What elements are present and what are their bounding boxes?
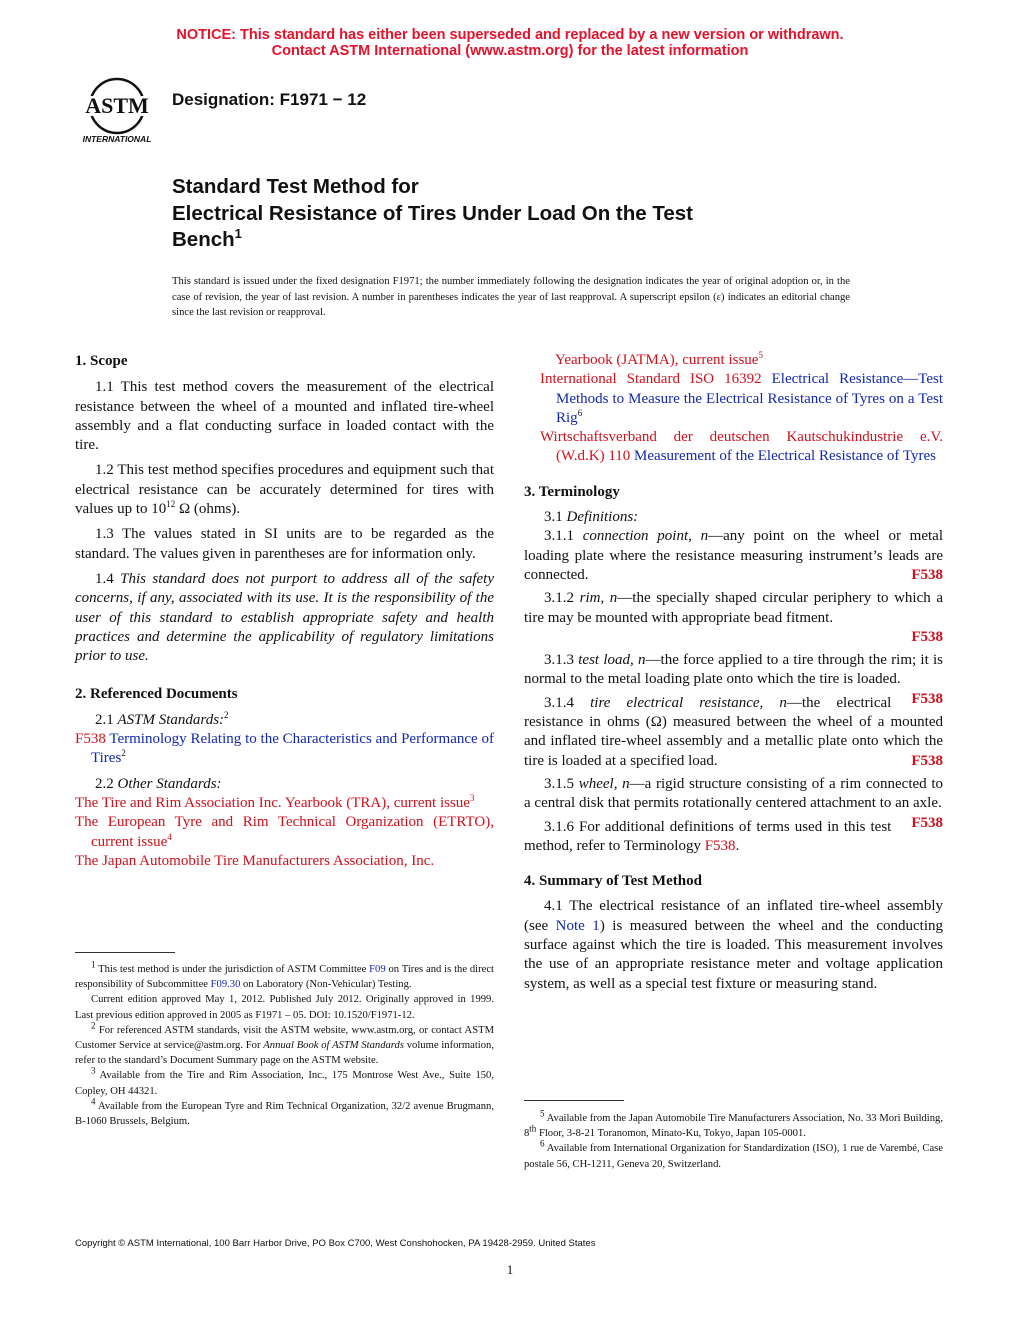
footnote-rule-right: [524, 1100, 624, 1101]
left-column: [75, 352, 494, 871]
ref-f538: F538 Terminology Relating to the Characteristics and Performance of Tires$^2$: [75, 731, 494, 767]
title-line-2: Electrical Resistance of Tires Under Load On the Test: [172, 201, 694, 225]
link-f09-30[interactable]: F09.30: [210, 979, 241, 991]
footnote-3: $^3$ Available from the Tire and Rim Association, Inc., 175 Montrose West Ave., Suite 150, Copley, OH 44321.: [75, 1065, 494, 1097]
page-number: 1: [506, 1262, 514, 1277]
ref-wdk: [540, 428, 943, 467]
link-note-1[interactable]: Note 1: [555, 917, 600, 934]
section-summary-heading: 4. Summary of Test Method: [524, 873, 702, 890]
footnote-4: $^4$ Available from the European Tyre and Rim Technical Organization, 32/2 avenue Brugmann, B-1060 Brussels, Belgium.: [75, 1096, 494, 1128]
astm-logo: [72, 76, 162, 146]
notice-line-2: Contact ASTM International (www.astm.org) for the latest information: [271, 43, 749, 59]
scope-1-3: 1.3 The values stated in SI units are to be regarded as the standard. The values given in parentheses are for information only.: [75, 526, 494, 562]
link-f538-title[interactable]: Terminology Relating to the Characteristics and Performance of Tires: [91, 731, 494, 767]
link-wdk-110[interactable]: Wirtschaftsverband der deutschen Kautschukindustrie e.V. (W.d.K) 110: [540, 429, 943, 465]
scope-1-2: 1.2 This test method specifies procedures and equipment such that electrical resistance can be accurately determined for tires with values up to $10^{12}$ Ω (ohms).: [75, 462, 494, 518]
footnote-2: $^2$ For referenced ASTM standards, visit the ASTM website, www.astm.org, or contact ASTM Customer Service at service@astm.org. For Annual Book of ASTM Standards volume information, refer to the standard’s Document Summary page on the ASTM website.: [75, 1020, 494, 1067]
link-iso-title[interactable]: Electrical Resistance—Test Methods to Measure the Electrical Resistance of Tyres on a Test Rig: [556, 371, 944, 426]
footnote-1-edition: Current edition approved May 1, 2012. Published July 2012. Originally approved in 1999. Last previous edition approved in 2005 as F1971 – 05. DOI: 10.1520/F1971-12.: [75, 994, 494, 1021]
section-refdocs-heading: 2. Referenced Documents: [75, 686, 238, 703]
ref-tra[interactable]: The Tire and Rim Association Inc. Yearbook (TRA), current issue$^3$: [75, 792, 475, 811]
definition-connection-point: 3.1.1 connection point, n—any point on the wheel or metal loading plate where the resistance measuring instrument’s leads are connected. F538: [524, 527, 943, 585]
footnote-rule-left: [75, 952, 175, 953]
footnote-5: $^5$ Available from the Japan Automobile Tire Manufacturers Association, No. 33 Mori Building, 8th Floor, 3-8-21 Toranomon, Minato-Ku, Tokyo, Japan 105-0001.: [524, 1108, 943, 1140]
link-terminology-f538[interactable]: F538: [704, 837, 736, 854]
terminology-3-1-6: 3.1.6 For additional definitions of terms used in this test method, refer to Terminology F538.: [524, 818, 892, 854]
designation: Designation: F1971 − 12: [172, 90, 367, 109]
scope-1-1: 1.1 This test method covers the measurement of the electrical resistance between the wheel of a mounted and inflated tire-wheel assembly and a flat conducting surface in loaded contact with the tire.: [75, 379, 494, 454]
ref-jatma-part-2[interactable]: Yearbook (JATMA), current issue$^5$: [555, 350, 763, 368]
link-iso-16392[interactable]: International Standard ISO 16392: [540, 371, 762, 388]
logo-text: ASTM: [85, 93, 149, 118]
definition-rim: 3.1.2 rim, n—the specially shaped circular periphery to which a tire may be mounted with appropriate bead fitment. F538: [524, 589, 943, 628]
definition-test-load: 3.1.3 test load, n—the force applied to a tire through the rim; it is normal to the metal loading plate onto which the tire is loaded. F538: [524, 651, 943, 690]
logo-subtext: INTERNATIONAL: [82, 134, 152, 144]
footnote-1: $^1$ This test method is under the jurisdiction of ASTM Committee F09 on Tires and is the direct responsibility of Subcommittee F09.30 on Laboratory (Non-Vehicular) Testing.: [75, 959, 494, 991]
footnote-6: $^6$ Available from International Organization for Standardization (ISO), 1 rue de Varembé, Case postale 56, CH-1211, Geneva 20, Switzerland.: [524, 1138, 943, 1170]
definition-tire-electrical-resistance: 3.1.4 tire electrical resistance, n—the electrical resistance in ohms (Ω) measured between the wheel of a mounted and inflated tire-wheel assembly and a metallic plate onto which the tire is loaded at a specified load. F538: [524, 694, 943, 771]
refdocs-2-2: 2.2 Other Standards:: [95, 775, 222, 792]
cite-f538[interactable]: F538: [911, 628, 943, 645]
document-title: [172, 174, 872, 254]
scope-1-4: 1.4 This standard does not purport to address all of the safety concerns, if any, associated with its use. It is the responsibility of the user of this standard to establish appropriate safety and health practices and determine the applicability of regulatory limitations prior to use.: [75, 570, 495, 665]
title-footnote-ref[interactable]: 1: [234, 226, 242, 242]
issued-note: This standard is issued under the fixed designation F1971; the number immediately following the designation indicates the year of original adoption or, in the case of revision, the year of last revision. A number in parentheses indicates the year of last reapproval. A superscript epsilon (ε) indicates an editorial change since the last revision or reapproval.: [172, 276, 850, 318]
cite-f538[interactable]: F538: [911, 814, 943, 831]
terminology-3-1: 3.1 Definitions:: [544, 509, 639, 526]
section-scope-heading: 1. Scope: [75, 353, 128, 369]
summary-4-1: 4.1 The electrical resistance of an inflated tire-wheel assembly (see Note 1) is measured between the wheel and the conducting surface against which the tire is loaded. This measurement involves the use of an appropriate resistance meter and voltage application system, as well as a special test fixture or measuring stand.: [524, 898, 943, 992]
refdocs-2-1: 2.1 ASTM Standards:$^2$: [95, 709, 229, 728]
ref-jatma-part-1[interactable]: The Japan Automobile Tire Manufacturers Association, Inc.: [75, 852, 435, 869]
ref-etrto[interactable]: The European Tyre and Rim Technical Organization (ETRTO), current issue$^4$: [75, 814, 494, 850]
title-line-3: Bench: [172, 228, 235, 251]
cite-f538[interactable]: F538: [911, 690, 943, 707]
link-f09[interactable]: F09: [369, 964, 386, 975]
footnotes-right: [524, 1108, 943, 1172]
right-column: [524, 351, 943, 994]
title-line-1: Standard Test Method for: [172, 175, 419, 198]
copyright: Copyright © ASTM International, 100 Barr Harbor Drive, PO Box C700, West Conshohocken, PA 19428-2959. United States: [75, 1238, 596, 1249]
section-terminology-heading: 3. Terminology: [524, 483, 620, 500]
definition-wheel: 3.1.5 wheel, n—a rigid structure consisting of a rim connected to a central disk that permits rotationally centered attachment to an axle. F538: [524, 775, 943, 814]
ref-iso: International Standard ISO 16392 Electrical Resistance—Test Methods to Measure the Electrical Resistance of Tyres on a Test Rig$^6$: [540, 371, 944, 426]
notice-line-1: NOTICE: This standard has either been superseded and replaced by a new version or withdrawn.: [176, 27, 844, 43]
cite-f538[interactable]: F538: [911, 752, 943, 769]
cite-f538[interactable]: F538: [911, 566, 943, 583]
footnotes-left: [75, 959, 494, 1129]
link-f538[interactable]: F538: [75, 731, 106, 748]
link-wdk-title[interactable]: Measurement of the Electrical Resistance of Tyres: [630, 448, 936, 465]
